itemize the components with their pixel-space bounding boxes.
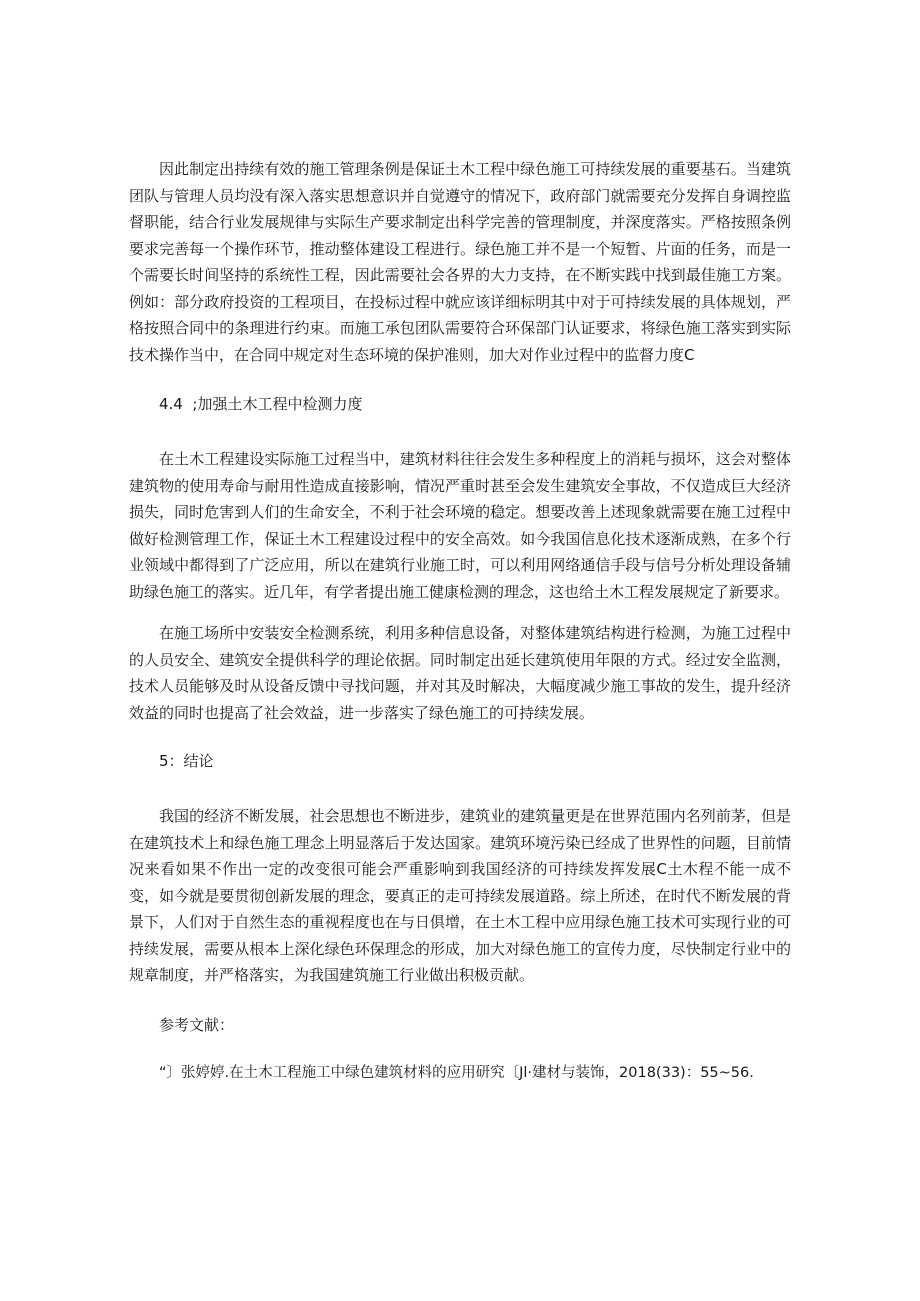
paragraph-inspection-intro: 在土木工程建设实际施工过程当中，建筑材料往往会发生多种程度上的消耗与损坏，这会对整体建筑物的使用寿命与耐用性造成直接影响，情况严重时甚至会发生建筑安全事故，不仅造成巨大经济损失，同时危害到人们的生命安全，不利于社会环境的稳定。想要改善上述现象就需要在施工过程中做好检测管理工作，保证土木工程建设过程中的安全高效。如今我国信息化技术逐渐成熟，在多个行业领域中都得到了广泛应用，所以在建筑行业施工时，可以利用网络通信手段与信号分析处理设备辅助绿色施工的落实。近几年，有学者提出施工健康检测的理念，这也给土木工程发展规定了新要求。 xyxy=(129,450,791,601)
paragraph-sustainable-management: 因此制定出持续有效的施工管理条例是保证土木工程中绿色施工可持续发展的重要基石。当建筑团队与管理人员均没有深入落实思想意识并自觉遵守的情况下，政府部门就需要充分发挥自身调控监督职能，结合行业发展规律与实际生产要求制定出科学完善的管理制度，并深度落实。严格按照条例要求完善每一个操作环节，推动整体建设工程进行。绿色施工并不是一个短暂、片面的任务，而是一个需要长时间坚持的系统性工程，因此需要社会各界的大力支持，在不断实践中找到最佳施工方案。例如：部分政府投资的工程项目，在投标过程中就应该详细标明其中对于可持续发展的具体规划，严格按照合同中的条理进行约束。而施工承包团队需要符合环保部门认证要求，将绿色施工落实到实际技术操作当中，在合同中规定对生态环境的保护准则，加大对作业过程中的监督力度C xyxy=(129,160,791,364)
reference-item: “〕张婷婷.在土木工程施工中绿色建筑材料的应用研究〔Jl·建材与装饰，2018(33)：55~56. xyxy=(159,1065,754,1081)
paragraph-conclusion: 我国的经济不断发展，社会思想也不断进步，建筑业的建筑量更是在世界范围内名列前茅，但是在建筑技术上和绿色施工理念上明显落后于发达国家。建筑环境污染已经成了世界性的问题，目前情况来看如果不作出一定的改变很可能会严重影响到我国经济的可持续发挥发展C土木程不能一成不变，如今就是要贯彻创新发展的理念，要真正的走可持续发展道路。综上所述，在时代不断发展的背景下，人们对于自然生态的重视程度也在与日俱增，在土木工程中应用绿色施工技术可实现行业的可持续发展，需要从根本上深化绿色环保理念的形成，加大对绿色施工的宣传力度，尽快制定行业中的规章制度，并严格落实，为我国建筑施工行业做出积极贡献。 xyxy=(129,807,791,984)
section-heading-4-4: 4.4 ;加强土木工程中检测力度 xyxy=(159,395,363,413)
references-heading: 参考文献： xyxy=(159,1016,235,1034)
section-heading-conclusion: 5：结论 xyxy=(159,752,214,770)
paragraph-safety-monitoring: 在施工场所中安装安全检测系统，利用多种信息设备，对整体建筑结构进行检测，为施工过程中的人员安全、建筑安全提供科学的理论依据。同时制定出延长建筑使用年限的方式。经过安全监测，技术人员能够及时从设备反馈中寻找问题，并对其及时解决，大幅度减少施工事故的发生，提升经济效益的同时也提高了社会效益，进一步落实了绿色施工的可持续发展。 xyxy=(129,624,791,722)
